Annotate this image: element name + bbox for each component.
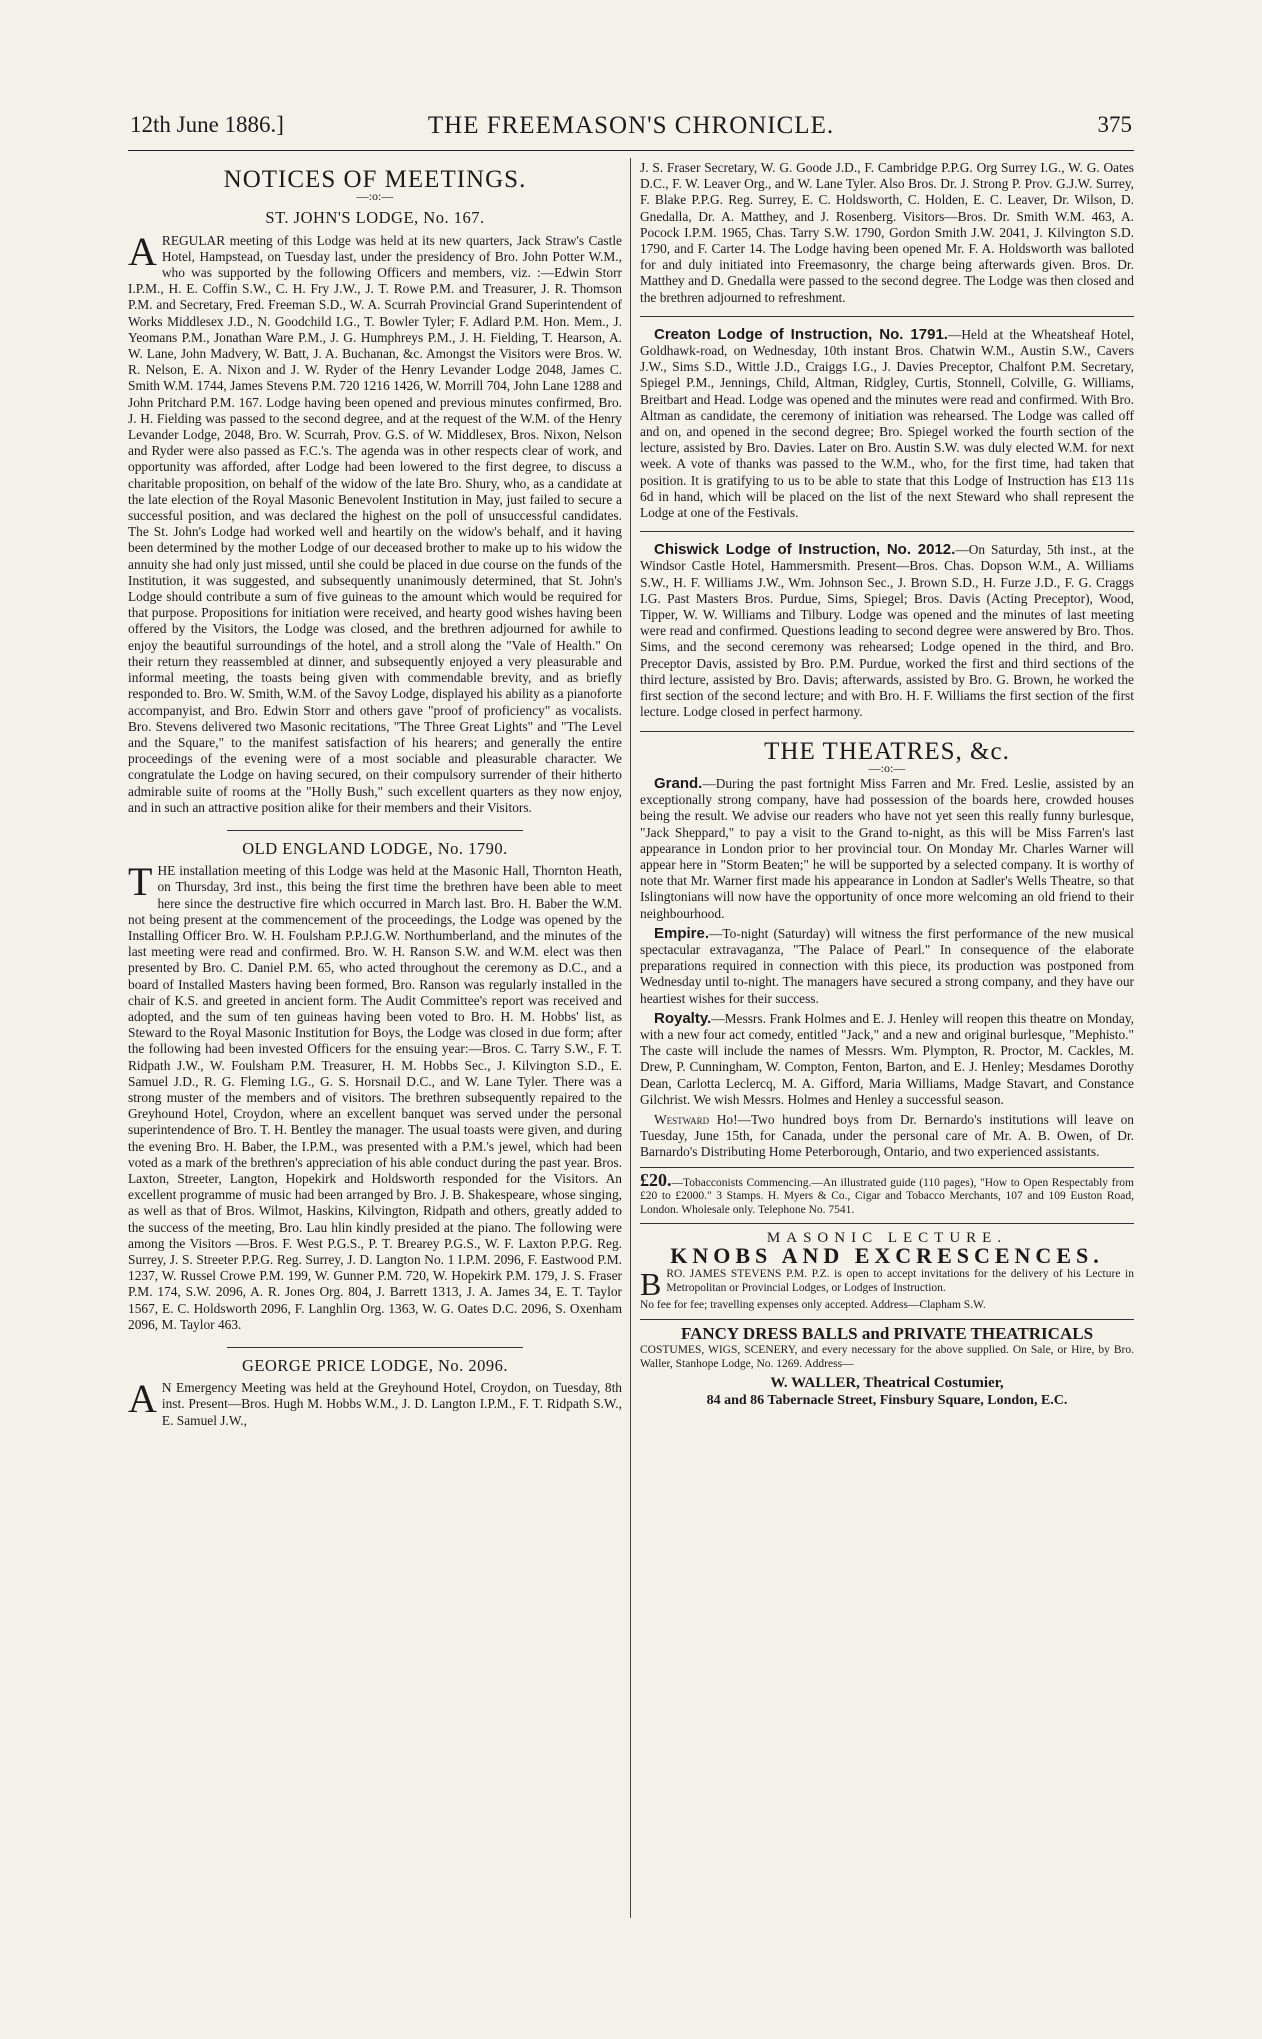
westward-ho-report: Westward Ho!—Two hundred boys from Dr. Bernardo's institutions will leave on Tuesday, June 15th, for Canada, under the personal care of Mr. A. B. Owen, of Dr. Barnardo's Distributing Home Peterborough, Ontario, and two experienced assistants. <box>640 1111 1134 1160</box>
drop-cap: B <box>640 1266 662 1303</box>
section-ornament: —:o:— <box>356 189 394 204</box>
left-column <box>128 160 622 1433</box>
article-separator <box>640 531 1134 532</box>
grand-heading: Grand. <box>654 774 703 792</box>
drop-cap: A <box>128 228 157 274</box>
lecture-ad-heading: MASONIC LECTURE. <box>766 1230 1008 1247</box>
chiswick-heading: Chiswick Lodge of Instruction, No. 2012. <box>654 541 956 559</box>
fancy-dress-heading: FANCY DRESS BALLS and PRIVATE THEATRICALS <box>680 1323 1094 1343</box>
lecture-ad-text: BRO. JAMES STEVENS P.M. P.Z. is open to accept invitations for the delivery of his Lecture in Metropolitan or Provincial Lodges, or Lodges of Instruction. <box>640 1266 1134 1303</box>
george-price-report: A N Emergency Meeting was held at the Greyhound Hotel, Croydon, on Tuesday, 8th inst. Present—Bros. Hugh M. Hobbs W.M., J. D. Langton I.P.M., F. T. Ridpath S.W., E. Samuel J.W., <box>128 1376 622 1428</box>
empire-report: Empire.—To-night (Saturday) will witness the first performance of the new musical spectacular extravaganza, "The Palace of Pearl." In consequence of the elaborate preparations required in connection with this piece, its production was postponed from Wednesday until to-night. The managers have secured a strong company, and they have our heartiest wishes for their success. <box>640 924 1134 1006</box>
theatres-heading: THE THEATRES, &c. <box>764 737 1010 765</box>
creaton-report: Creaton Lodge of Instruction, No. 1791.—Held at the Wheatsheaf Hotel, Goldhawk-road, on Wednesday, 10th instant Bros. Chatwin W.M., Austin S.W., Cavers J.W., Sims S.D., Wittle J.D., Craiggs I.G., J. Davies Preceptor, Chalfont P.M. Secretary, Spiegel P.M., Jennings, Child, Altman, Ridgley, Curtis, Stonnell, Colville, G. Williams, Breitbart and Head. Lodge was opened and the minutes were read and confirmed. With Bro. Altman as candidate, the ceremony of initiation was rehearsed. The Lodge was called off and on, and opened in the second degree; Bro. Spiegel worked the fourth section of the lecture, assisted by Bro. Davies. Later on Bro. Austin S.W. was duly elected W.M. for next week. A vote of thanks was passed to the W.M., who, for the first time, had taken that position. It is gratifying to us to be able to state that this Lodge of Instruction has £13 11s 6d in hand, which will be placed on the list of the next Steward who shall represent the Lodge at one of the Festivals. <box>640 325 1134 521</box>
royalty-report: Royalty.—Messrs. Frank Holmes and E. J. Henley will reopen this theatre on Monday, with a new four act comedy, entitled "Jack," and a new and original burlesque, "Mephisto." The caste will include the names of Messrs. Wm. Plympton, R. Proctor, M. Cackles, M. Drew, P. Cunningham, W. Compton, Fenton, Barton, and E. J. Henley; Mesdames Dorothy Dean, Carlotta Leclercq, M. A. Gifford, Maria Williams, Madge Stavart, and Constance Gilchrist. We wish Messrs. Holmes and Henley a successful season. <box>640 1009 1134 1107</box>
royalty-heading: Royalty. <box>654 1009 712 1027</box>
article-separator <box>640 731 1134 732</box>
costumes-ad-text: COSTUMES, WIGS, SCENERY, and every necessary for the above supplied. On Sale, or Hire, by Bro. Waller, Stanhope Lodge, No. 1269. Address— <box>640 1344 1134 1370</box>
article-separator <box>227 830 523 831</box>
header-rule <box>128 150 1134 151</box>
section-ornament: —:o:— <box>868 760 906 775</box>
costumier-address: 84 and 86 Tabernacle Street, Finsbury Square, London, E.C. <box>706 1393 1068 1409</box>
chiswick-report: Chiswick Lodge of Instruction, No. 2012.—On Saturday, 5th inst., at the Windsor Castle Hotel, Hammersmith. Present—Bros. Chas. Dopson W.M., A. Williams S.W., H. F. Williams J.W., Wm. Johnson Sec., J. Brown S.D., H. Furze J.D., F. G. Craggs I.G. Past Masters Bros. Purdue, Sims, Spiegel; Bros. Davis (Acting Preceptor), Wood, Tipper, W. W. Williams and Tilbury. Lodge was opened and the minutes of last meeting were read and confirmed. Questions leading to second degree were answered by Bro. Thos. Sims, and the second ceremony was rehearsed; Lodge opened in the third, and Bro. Preceptor Davis, assisted by Bro. P.M. Purdue, worked the first and third sections of the third lecture, assisted by Bro. Davis; afterwards, assisted by Bro. G. Brown, he worked the first section of the second lecture; and with Bro. H. F. Williams the first section of the first lecture. Lodge closed in perfect harmony. <box>640 541 1134 720</box>
right-column <box>640 160 1134 1412</box>
old-england-report: THE installation meeting of this Lodge was held at the Masonic Hall, Thornton Heath, on Thursday, 3rd inst., this being the first time the brethren have been able to meet here since the destructive fire which occurred in March last. Bro. H. Baber the W.M. not being present at the commencement of the proceedings, the Lodge was opened by the Installing Officer Bro. W. H. Foulsham P.P.J.G.W. Northumberland, and the minutes of the last meeting were read and confirmed. Bro. W. H. Ranson S.W. and W.M. elect was then presented by Bro. C. Daniel P.M. 65, who acted throughout the ceremony as D.C., and a board of Installed Masters having been formed, Bro. Ranson was regularly installed in the chair of K.S. and greeted in ancient form. The Audit Committee's report was received and adopted, and the sum of ten guineas having been voted to Bro. H. M. Hobbs' list, as Steward to the Royal Masonic Institution for Boys, the Lodge was closed in due form; after the following had been invested Officers for the ensuing year:—Bros. C. Tarry S.W., F. T. Ridpath J.W., W. Foulsham P.M. Treasurer, H. M. Hobbs Sec., J. Kilvington S.D., E. Samuel J.D., R. G. Fleming I.G., G. S. Horsnail D.C., and W. Lane Tyler. There was a strong muster of the members and of visitors. The brethren subsequently repaired to the Greyhound Hotel, Croydon, where an excellent banquet was served under the personal superintendence of Bro. T. H. Bentley the manager. The usual toasts were given, and during the evening Bro. H. Baber, the I.P.M., was presented with a P.M.'s jewel, which had been voted as a mark of the brethren's appreciation of his able conduct during the past year. Bros. Laxton, Streeter, Langton, Hopekirk and Holdsworth responded for the Visitors. An excellent programme of music had been arranged by Bro. J. B. Shakespeare, whose singing, as well as that of Bros. Wilmot, Haskins, Kilvington, Ridpath and others, greatly added to the success of the meeting, Bro. Lau hlin kindly presided at the piano. The following were among the Visitors —Bros. F. West P.G.S., P. T. Brearey P.G.S., W. F. Laxton P.P.G. Reg. Surrey, J. S. Streeter P.P.G. Reg. Surrey, J. D. Langton No. 1 I.P.M. 2096, F. Eastwood P.M. 1237, W. Russel Crowe P.M. 199, W. Gunner P.M. 720, W. Hopekirk P.M. 179, J. S. Fraser P.M. 174, S.W. 2096, A. R. Jones Org. 804, J. Barrett 1313, J. A. James 34, E. T. Taylor 1567, E. C. Holdsworth 2096, F. Langhlin Org. 1363, W. G. Oates D.C. 2096, S. Oxenham 2096, M. Taylor 463. <box>128 859 622 1332</box>
notices-heading: NOTICES OF MEETINGS. <box>223 166 527 193</box>
tobacconist-ad: £20.—Tobacconists Commencing.—An illustrated guide (110 pages), "How to Open Respectably from £20 to £2000." 3 Stamps. H. Myers & Co., Cigar and Tobacco Merchants, 107 and 109 Euston Road, London. Wholesale only. Telephone No. 7541. <box>640 1169 1134 1216</box>
ad-separator <box>640 1319 1134 1320</box>
westward-heading: Westward <box>654 1111 710 1127</box>
column-divider <box>630 158 631 1918</box>
ad-separator <box>640 1223 1134 1224</box>
masthead-title: THE FREEMASON'S CHRONICLE. <box>427 112 835 139</box>
george-price-continued: J. S. Fraser Secretary, W. G. Goode J.D., F. Cambridge P.P.G. Org Surrey I.G., W. G. Oates D.C., F. W. Leaver Org., and W. Lane Tyler. Also Bros. Dr. J. Strong P. Prov. G.J.W. Surrey, F. Blake P.P.G. Reg. Surrey, E. C. Holdsworth, C. Holden, E. C. Leaver, Dr. Wilson, D. Gnedalla, Dr. A. Matthey, and J. Rosenberg. Visitors—Bros. Dr. Smith W.M. 463, A. Pocock I.P.M. 1965, Chas. Tarry S.W. 1790, Gordon Smith J.W. 2041, J. Kilvington S.D. 1790, and F. Carter 14. The Lodge having been opened Mr. F. A. Holdsworth was balloted for and duly initiated into Freemasonry, the charge being afterwards given. Bros. Dr. Matthey and D. Gnedalla were passed to the second degree. The Lodge was then closed and the brethren adjourned to refreshment. <box>640 160 1134 305</box>
drop-cap: A <box>128 1376 157 1422</box>
lecture-ad-fee: No fee for fee; travelling expenses only accepted. Address—Clapham S.W. <box>640 1299 986 1312</box>
empire-heading: Empire. <box>654 924 710 942</box>
knobs-ad-heading: KNOBS AND EXCRESCENCES. <box>670 1243 1104 1269</box>
issue-date: 12th June 1886.] <box>130 112 284 137</box>
grand-report: Grand.—During the past fortnight Miss Farren and Mr. Fred. Leslie, assisted by an exceptionally strong company, have had possession of the boards here, crowded houses being the result. We advise our readers who have not yet seen this really funny burlesque, "Jack Sheppard," to pay a visit to the Grand to-night, as this will be Miss Farren's last appearance in London prior to her provincial tour. On Monday Mr. Charles Warner will appear here in "Storm Beaten;" he will be supported by a selected company. It is worthy of note that Mr. Warner first made his appearance in London at Sadler's Wells Theatre, so that Islingtonians will now have the opportunity of once more welcoming an old friend to their neighbourhood. <box>640 774 1134 921</box>
drop-cap: T <box>128 859 153 905</box>
creaton-heading: Creaton Lodge of Instruction, No. 1791. <box>654 325 948 343</box>
st-johns-heading: ST. JOHN'S LODGE, No. 167. <box>265 208 485 228</box>
article-separator <box>640 316 1134 317</box>
article-separator <box>227 1347 523 1348</box>
ad-separator <box>640 1167 1134 1168</box>
costumier-name: W. WALLER, Theatrical Costumier, <box>770 1375 1004 1392</box>
page-number: 375 <box>1097 112 1132 137</box>
ad-price: £20. <box>640 1169 672 1190</box>
st-johns-report: AREGULAR meeting of this Lodge was held at its new quarters, Jack Straw's Castle Hotel, Hampstead, on Tuesday last, under the presidency of Bro. John Potter W.M., who was supported by the following Officers and members, viz. :—Edwin Storr I.P.M., H. E. Coffin S.W., C. H. Fry J.W., J. T. Rowe P.M. and Treasurer, J. R. Thomson P.M. and Secretary, Fred. Freeman S.D., W. A. Scurrah Provincial Grand Superintendent of Works Middlesex J.D., N. Goodchild I.G., T. Bowler Tyler; F. Adlard P.M. Hon. Mem., J. Yeomans P.M., Jonathan Ware P.M., J. G. Humphreys P.M., J. H. Fielding, T. Hearson, A. W. Lane, John Madvery, W. Batt, J. A. Buchanan, &c. Amongst the Visitors were Bros. W. R. Nelson, E. A. Nixon and J. W. Ryder of the Henry Levander Lodge 2048, James C. Smith W.M. 1744, James Stevens P.M. 720 1216 1426, W. Morrill 704, John Lane 1288 and John Pritchard P.M. 167. Lodge having been opened and previous minutes confirmed, Bro. J. H. Fielding was passed to the second degree, and at the request of the W.M. of the Henry Levander Lodge, 2048, Bro. W. Scurrah, Prov. G.S. of W. Middlesex, Bros. Nixon, Nelson and Ryder were also passed as F.C.'s. The agenda was in other respects clear of work, and opportunity was afforded, after Lodge had been lowered to the first degree, to discuss a charitable proposition, on behalf of the widow of the late Bro. Shury, who, as a candidate at the late election of the Royal Masonic Benevolent Institution in May, just failed to secure a successful position, and was declared the highest on the poll of unsuccessful candidates. The St. John's Lodge had worked well and heartily on the widow's behalf, and it having been determined by the mother Lodge of our deceased brother to make up to his widow the annuity she had only just missed, until she could be placed in due course on the funds of the Institution, it was suggested, and subsequently unanimously determined, that St. John's Lodge should contribute a sum of five guineas to the amount which would be required for that purpose. Propositions for initiation were received, and hearty good wishes having been offered by the Visitors, the Lodge was closed, and the brethren adjourned for awhile to enjoy the beautiful surroundings of the hotel, and a stroll along the "Vale of Health." On their return they reassembled at dinner, and subsequently enjoyed a very pleasurable and informal meeting, the toasts being given with commendable brevity, and as briefly responded to. Bro. W. Smith, W.M. of the Savoy Lodge, displayed his ability as a pianoforte accompanyist, and Bro. Edwin Storr and others gave "proof of proficiency" as vocalists. Bro. Stevens delivered two Masonic recitations, "The Three Great Lights" and "The Level and the Square," to the manifest satisfaction of his hearers; and generally the entire proceedings of the evening were of a most sociable and pleasurable character. We congratulate the Lodge on having secured, on their compulsory surrender of their hitherto admirable suite of rooms at the "Holly Bush," such excellent quarters as they now enjoy, and in such an attractive position alike for their members and their Visitors. <box>128 228 622 815</box>
george-price-heading: GEORGE PRICE LODGE, No. 2096. <box>241 1356 509 1376</box>
old-england-heading: OLD ENGLAND LODGE, No. 1790. <box>242 838 508 858</box>
